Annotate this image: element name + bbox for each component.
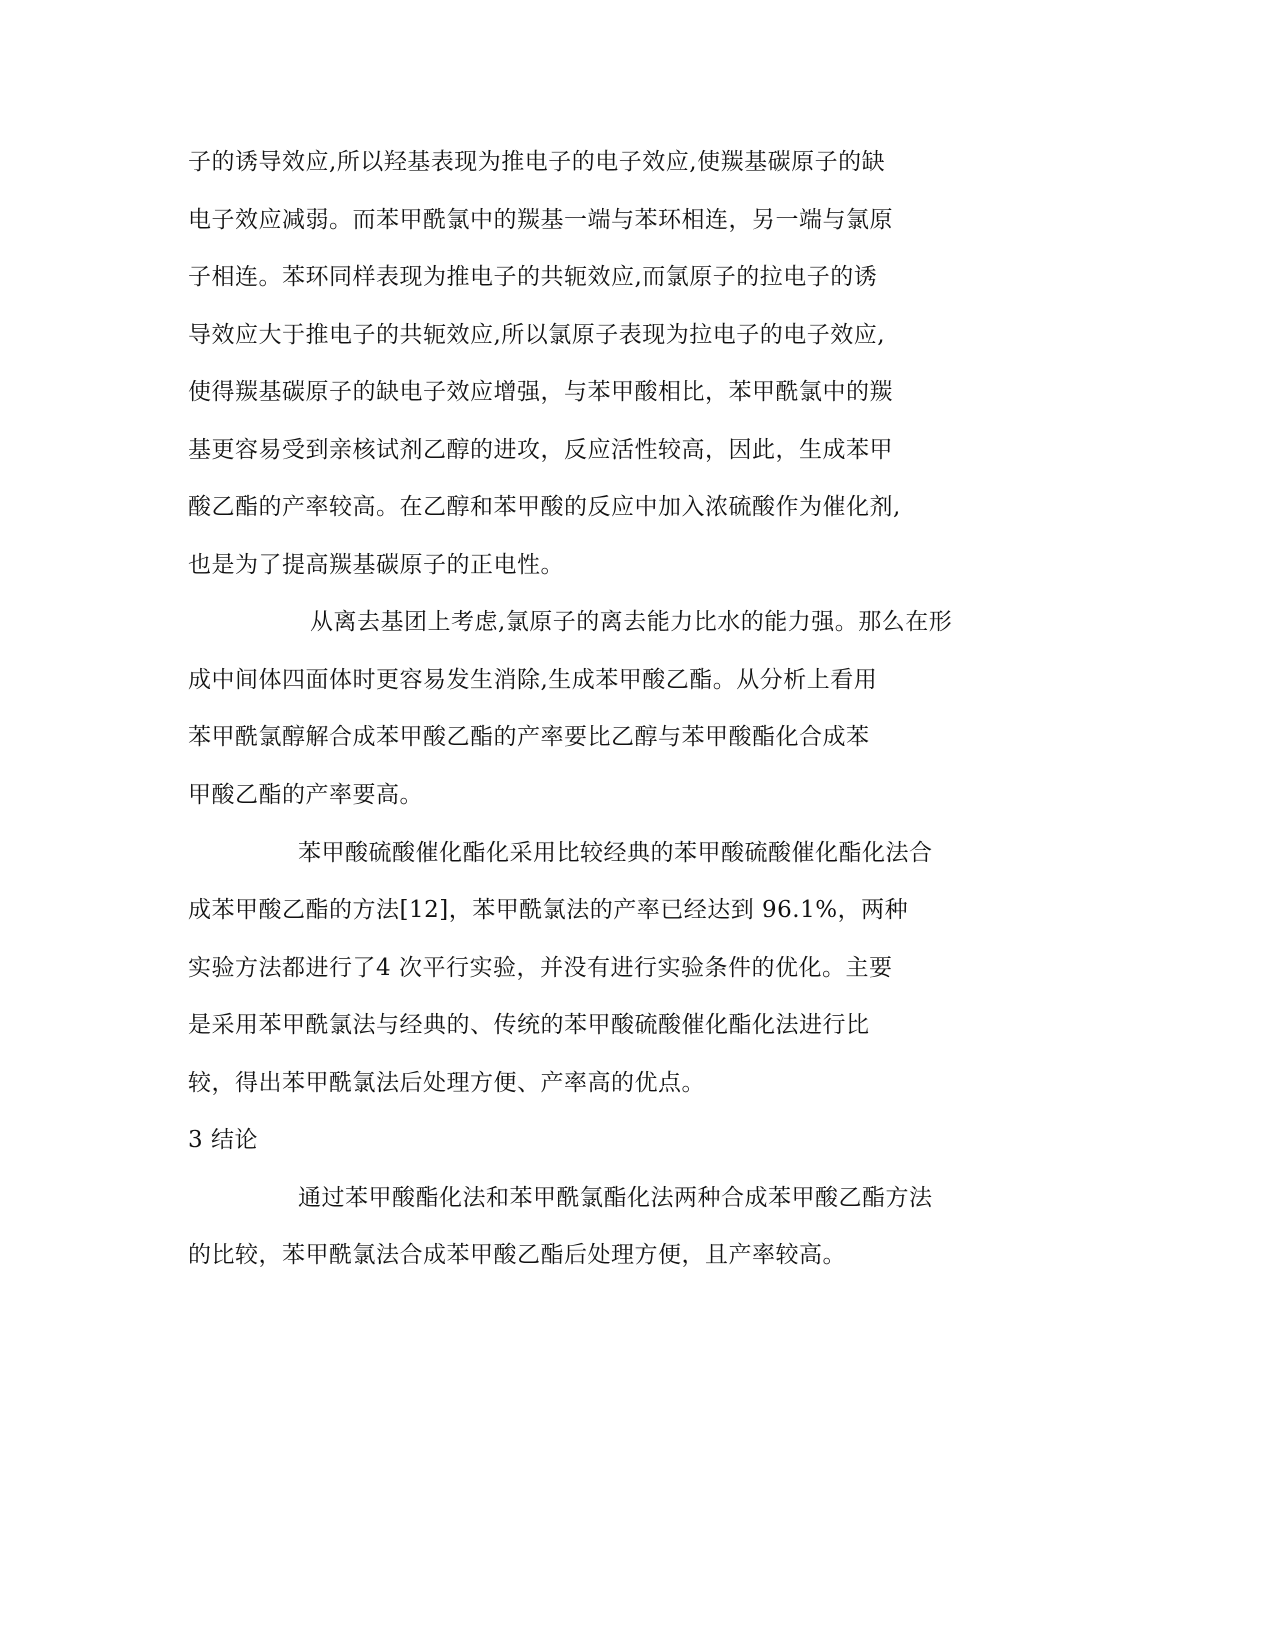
paragraph-1-line-6: 基更容易受到亲核试剂乙醇的进攻，反应活性较高，因此，生成苯甲 — [188, 437, 893, 463]
paragraph-2-line-2: 成中间体四面体时更容易发生消除,生成苯甲酸乙酯。从分析上看用 — [188, 667, 878, 693]
paragraph-4-line-2: 的比较，苯甲酰氯法合成苯甲酸乙酯后处理方便，且产率较高。 — [188, 1242, 846, 1268]
section-heading-conclusion: 3 结论 — [188, 1127, 258, 1153]
paragraph-1-line-5: 使得羰基碳原子的缺电子效应增强，与苯甲酸相比，苯甲酰氯中的羰 — [188, 379, 893, 405]
paragraph-2-line-1: 从离去基团上考虑,氯原子的离去能力比水的能力强。那么在形 — [310, 609, 953, 635]
paragraph-2-line-3: 苯甲酰氯醇解合成苯甲酸乙酯的产率要比乙醇与苯甲酸酯化合成苯 — [188, 724, 870, 750]
paragraph-1-line-8: 也是为了提高羰基碳原子的正电性。 — [188, 552, 564, 578]
paragraph-3-line-1: 苯甲酸硫酸催化酯化采用比较经典的苯甲酸硫酸催化酯化法合 — [298, 840, 933, 866]
paragraph-3-line-4: 是采用苯甲酰氯法与经典的、传统的苯甲酸硫酸催化酯化法进行比 — [188, 1012, 870, 1038]
paragraph-3-line-5: 较，得出苯甲酰氯法后处理方便、产率高的优点。 — [188, 1070, 705, 1096]
paragraph-4-line-1: 通过苯甲酸酯化法和苯甲酰氯酯化法两种合成苯甲酸乙酯方法 — [298, 1185, 933, 1211]
paragraph-3-line-2: 成苯甲酸乙酯的方法[12]，苯甲酰氯法的产率已经达到 96.1%，两种 — [188, 897, 909, 923]
paragraph-1-line-2: 电子效应减弱。而苯甲酰氯中的羰基一端与苯环相连，另一端与氯原 — [188, 207, 893, 233]
paragraph-1-line-1: 子的诱导效应,所以羟基表现为推电子的电子效应,使羰基碳原子的缺 — [188, 149, 886, 175]
paragraph-2-line-4: 甲酸乙酯的产率要高。 — [188, 782, 423, 808]
paragraph-3-line-3: 实验方法都进行了4 次平行实验，并没有进行实验条件的优化。主要 — [188, 955, 893, 981]
paragraph-1-line-3: 子相连。苯环同样表现为推电子的共轭效应,而氯原子的拉电子的诱 — [188, 264, 878, 290]
paragraph-1-line-7: 酸乙酯的产率较高。在乙醇和苯甲酸的反应中加入浓硫酸作为催化剂, — [188, 494, 901, 520]
paragraph-1-line-4: 导效应大于推电子的共轭效应,所以氯原子表现为拉电子的电子效应, — [188, 322, 886, 348]
